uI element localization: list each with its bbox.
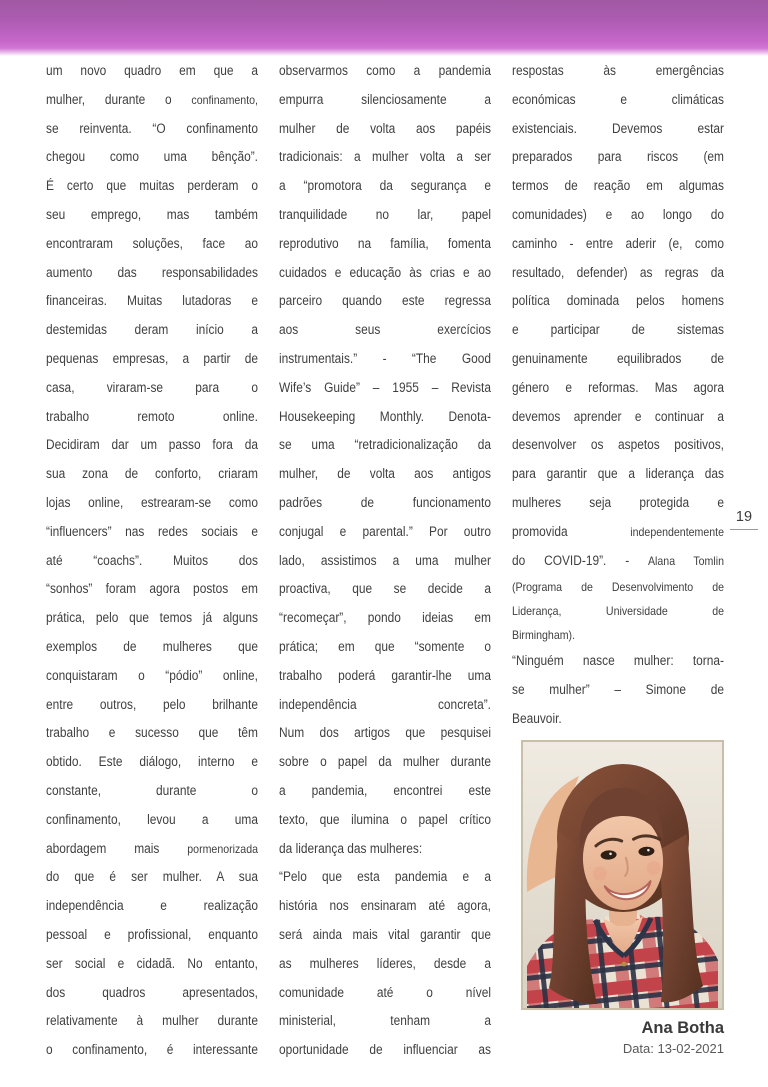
text-run: trabalho poderá garantir-lhe uma (279, 667, 491, 683)
text-run: empurra silenciosamente a (279, 91, 491, 107)
text-line (279, 575, 491, 604)
text-run: financeiras. Muitas lutadoras e (46, 293, 258, 309)
text-run: obtido. Este diálogo, interno e (46, 754, 258, 770)
text-line (46, 316, 258, 345)
text-line (279, 259, 491, 288)
text-line (512, 705, 724, 734)
text-line (279, 691, 491, 720)
portrait-photo (521, 740, 724, 1010)
text-line (279, 460, 491, 489)
text-run: aumento das responsabilidades (46, 264, 258, 280)
text-line (279, 431, 491, 460)
text-line (512, 201, 724, 230)
text-line (46, 518, 258, 547)
text-run: um novo quadro em que a (46, 63, 258, 78)
text-line (279, 374, 491, 403)
text-line (512, 115, 724, 144)
text-run: pequenas empresas, a partir de (46, 350, 258, 366)
text-run: independência concreta”. (279, 696, 491, 712)
text-line (46, 575, 258, 604)
text-line (46, 460, 258, 489)
text-line (46, 863, 258, 892)
text-run: proactiva, que se decide a (279, 581, 491, 597)
text-line (279, 662, 491, 691)
text-line (279, 604, 491, 633)
text-line (279, 201, 491, 230)
text-line (46, 259, 258, 288)
text-run: pessoal e profissional, enquanto (46, 926, 258, 942)
text-line (46, 287, 258, 316)
text-run: Num dos artigos que pesquisei (279, 725, 491, 741)
text-line (512, 547, 724, 576)
text-run-condensed: Alana Tomlin (647, 553, 724, 568)
text-line (279, 230, 491, 259)
text-run: desenvolver os aspetos positivos, (512, 437, 724, 453)
text-run: prática, pelo que temos já alguns (46, 610, 258, 626)
text-line (46, 431, 258, 460)
text-run-condensed: (Programa de Desenvolvimento de (512, 580, 724, 595)
text-run: económicas e climáticas (512, 91, 724, 107)
text-run: “Pelo que esta pandemia e a (279, 869, 491, 885)
text-run: “influencers” nas redes sociais e (46, 523, 258, 539)
text-run: Decidiram dar um passo fora da (46, 437, 258, 453)
text-line (46, 950, 258, 979)
text-line (46, 921, 258, 950)
text-line (512, 316, 724, 345)
text-line (512, 259, 724, 288)
text-run: o confinamento, é interessante (46, 1042, 258, 1058)
text-line (46, 86, 258, 115)
text-line (46, 1007, 258, 1036)
text-run: mulher de volta aos papéis (279, 120, 491, 136)
text-run: promovida (512, 523, 631, 539)
text-run: destemidas deram início a (46, 322, 258, 338)
text-run: política dominada pelos homens (512, 293, 724, 309)
text-line (46, 633, 258, 662)
text-run: lojas online, estrearam-se como (46, 494, 258, 510)
column-3-tail (512, 740, 724, 1058)
text-run: constante, durante o (46, 782, 258, 798)
text-line (46, 547, 258, 576)
text-line (279, 835, 491, 864)
text-line (512, 623, 724, 647)
text-run: encontraram soluções, face ao (46, 235, 258, 251)
text-line (279, 633, 491, 662)
text-line (512, 86, 724, 115)
text-line (512, 599, 724, 623)
text-column-1 (46, 57, 258, 1065)
text-line (279, 921, 491, 950)
text-line (46, 57, 258, 86)
author-name: Ana Botha (641, 1018, 724, 1037)
page-number: 19 (730, 509, 758, 530)
text-line (279, 719, 491, 748)
text-line (279, 1007, 491, 1036)
text-run: preparados para riscos (em (512, 149, 724, 165)
text-run: prática; em que “somente o (279, 638, 491, 654)
text-run: entre outros, pelo brilhante (46, 696, 258, 712)
text-line (279, 345, 491, 374)
text-line (279, 547, 491, 576)
text-run: mulher, de volta aos antigos (279, 466, 491, 482)
text-line (46, 979, 258, 1008)
text-run: padrões de funcionamento (279, 494, 491, 510)
portrait-photo-image (523, 742, 722, 1008)
text-run: “sonhos” foram agora postos em (46, 581, 258, 597)
text-run: instrumentais.” - “The Good (279, 350, 491, 366)
text-run: para garantir que a liderança das (512, 466, 724, 482)
text-line (279, 316, 491, 345)
text-run: as mulheres líderes, desde a (279, 955, 491, 971)
text-line (279, 950, 491, 979)
text-line (46, 115, 258, 144)
text-run: reprodutivo na família, fomenta (279, 235, 491, 251)
text-run: conjugal e parental.” Por outro (279, 523, 491, 539)
text-run: termos de reação em algumas (512, 178, 724, 194)
text-run: cuidados e educação às crias e ao (279, 264, 491, 280)
text-line (512, 676, 724, 705)
text-run: “Ninguém nasce mulher: torna- (512, 653, 724, 669)
text-run: comunidade até o nível (279, 984, 491, 1000)
text-line (46, 403, 258, 432)
text-run: comunidades) e ao longo do (512, 206, 724, 222)
text-run: independência e realização (46, 898, 258, 914)
text-line (512, 518, 724, 547)
text-run: dos quadros apresentados, (46, 984, 258, 1000)
text-line (46, 374, 258, 403)
text-line (46, 806, 258, 835)
text-run: a pandemia, encontrei este (279, 782, 491, 798)
text-line (46, 230, 258, 259)
text-run: casa, viraram-se para o (46, 379, 258, 395)
text-column-2 (279, 57, 491, 1065)
text-run: ministerial, tenham a (279, 1013, 491, 1029)
text-line (46, 719, 258, 748)
text-run: observarmos como a pandemia (279, 63, 491, 78)
text-line (279, 979, 491, 1008)
text-line (279, 172, 491, 201)
text-run: “recomeçar”, pondo ideias em (279, 610, 491, 626)
text-run: até “coachs”. Muitos dos (46, 552, 258, 568)
text-run: existenciais. Devemos estar (512, 120, 724, 136)
text-run: Wife’s Guide” – 1955 – Revista (279, 379, 491, 395)
text-run: tradicionais: a mulher volta a ser (279, 149, 491, 165)
text-line (46, 345, 258, 374)
text-line (279, 115, 491, 144)
text-run: do que é ser mulher. A sua (46, 869, 258, 885)
text-run: abordagem mais (46, 840, 188, 856)
text-run: trabalho e sucesso que têm (46, 725, 258, 741)
text-run: confinamento, levou a uma (46, 811, 258, 827)
text-line (512, 460, 724, 489)
text-run: É certo que muitas perderam o (46, 178, 258, 194)
text-run: genuinamente equilibrados de (512, 350, 724, 366)
text-line (512, 489, 724, 518)
text-run: oportunidade de influenciar as (279, 1042, 491, 1058)
text-line (512, 431, 724, 460)
text-run: será ainda mais vital garantir que (279, 926, 491, 942)
text-line (279, 489, 491, 518)
text-run: seu emprego, mas também (46, 206, 258, 222)
text-run: da liderança das mulheres: (279, 840, 423, 856)
text-run-condensed: pormenorizada (187, 841, 258, 856)
text-line (46, 489, 258, 518)
text-run: se reinventa. “O confinamento (46, 120, 258, 136)
text-line (279, 143, 491, 172)
text-run-condensed: confinamento, (191, 92, 258, 107)
text-line (46, 143, 258, 172)
text-run: chegou como uma bênção”. (46, 149, 258, 165)
text-run: lado, assistimos a uma mulher (279, 552, 491, 568)
text-run: trabalho remoto online. (46, 408, 258, 424)
text-line (279, 287, 491, 316)
text-line (279, 748, 491, 777)
shirt-button (622, 961, 627, 966)
text-line (279, 1036, 491, 1065)
text-run-condensed: Liderança, Universidade de (512, 604, 724, 619)
text-line (512, 647, 724, 676)
text-line (512, 345, 724, 374)
text-run: história nos ensinaram até agora, (279, 898, 491, 914)
text-run: se mulher” – Simone de (512, 682, 724, 698)
text-line (512, 172, 724, 201)
text-line (279, 403, 491, 432)
text-run: parceiro quando este regressa (279, 293, 491, 309)
text-line (46, 1036, 258, 1065)
text-line (46, 892, 258, 921)
text-line (46, 835, 258, 864)
text-run: ser social e cidadã. No entanto, (46, 955, 258, 971)
text-run: conquistaram o “pódio” online, (46, 667, 258, 683)
text-line (279, 892, 491, 921)
text-run: relativamente à mulher durante (46, 1013, 258, 1029)
text-run: tranquilidade no lar, papel (279, 206, 491, 222)
text-line (279, 86, 491, 115)
text-line (46, 604, 258, 633)
text-line (279, 777, 491, 806)
text-run: mulher, durante o (46, 91, 192, 107)
text-run: se uma “retradicionalização da (279, 437, 491, 453)
text-line (279, 57, 491, 86)
text-line (46, 777, 258, 806)
text-line (46, 691, 258, 720)
text-column-3 (512, 57, 724, 1058)
top-gradient-bar (0, 0, 768, 56)
text-run: sua zona de conforto, criaram (46, 466, 258, 482)
text-run-condensed: independentemente (630, 524, 724, 539)
text-line (279, 518, 491, 547)
text-run: do COVID-19”. - (512, 552, 648, 568)
text-run: Housekeeping Monthly. Denota- (279, 408, 491, 424)
text-run: devemos aprender e continuar a (512, 408, 724, 424)
text-line (512, 57, 724, 86)
text-line (46, 172, 258, 201)
text-run: respostas às emergências (512, 63, 724, 78)
text-run: caminho - entre aderir (e, como (512, 235, 724, 251)
text-run: a “promotora da segurança e (279, 178, 491, 194)
text-run: mulheres seja protegida e (512, 494, 724, 510)
text-line (46, 201, 258, 230)
text-run: sobre o papel da mulher durante (279, 754, 491, 770)
text-line (512, 374, 724, 403)
text-run-condensed: Birmingham). (512, 628, 576, 643)
text-run: Beauvoir. (512, 710, 562, 726)
text-run: texto, que ilumina o papel crítico (279, 811, 491, 827)
text-line (46, 662, 258, 691)
text-run: género e reformas. Mas agora (512, 379, 724, 395)
text-line (279, 863, 491, 892)
text-line (512, 287, 724, 316)
text-line (512, 575, 724, 599)
text-line (46, 748, 258, 777)
text-line (512, 403, 724, 432)
date-label: Data: 13-02-2021 (622, 1040, 724, 1056)
text-line (512, 143, 724, 172)
text-line (279, 806, 491, 835)
text-line (512, 230, 724, 259)
text-run: aos seus exercícios (279, 322, 491, 338)
text-run: exemplos de mulheres que (46, 638, 258, 654)
text-run: e participar de sistemas (512, 322, 724, 338)
text-run: resultado, defender) as regras da (512, 264, 724, 280)
